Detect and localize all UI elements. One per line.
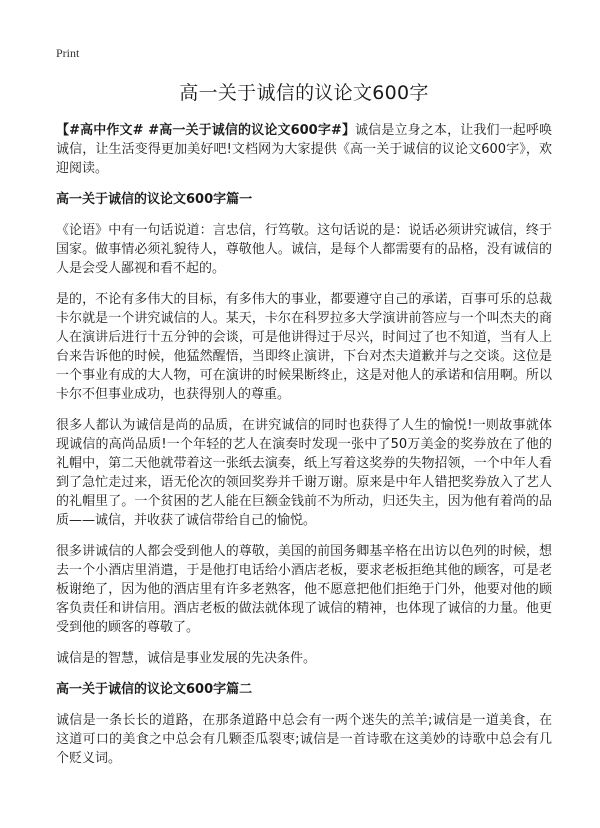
paragraph: 诚信是一条长长的道路，在那条道路中总会有一两个迷失的羔羊;诚信是一道美食，在这道可口的美食之中总会有几颗歪瓜裂枣;诚信是一首诗歌在这美妙的诗歌中总会有几个贬义词。 bbox=[56, 713, 552, 766]
document-body bbox=[56, 78, 552, 780]
paragraph: 是的，不论有多伟大的目标，有多伟大的事业，都要遵守自己的承诺，百事可乐的总裁卡尔就是一个讲究诚信的人。某天，卡尔在科罗拉多大学演讲前答应与一个叫杰夫的商人在演讲后进行十五分钟的会谈，可是他讲得过于尽兴，时间过了也不知道，当有人上台来告诉他的时候，他猛然醒悟，当即终止演讲，下台对杰夫道歉并与之交谈。这位是一个事业有成的大人物，可在演讲的时候果断终止，这是对他人的承诺和信用啊。所以卡尔不但事业成功，也获得别人的尊重。 bbox=[56, 292, 552, 402]
section-heading-1: 高一关于诚信的议论文600字篇一 bbox=[56, 192, 253, 207]
paragraph: 《论语》中有一句话说道：言忠信，行笃敬。这句话说的是：说话必须讲究诚信，终于国家。做事情必须礼貌待人，尊敬他人。诚信，是每个人都需要有的品格，没有诚信的人是会受人鄙视和看不起的。 bbox=[56, 223, 552, 276]
section-heading-2: 高一关于诚信的议论文600字篇二 bbox=[56, 682, 253, 697]
print-label[interactable]: Print bbox=[56, 46, 80, 60]
paragraph: 诚信是的智慧，诚信是事业发展的先决条件。 bbox=[56, 651, 317, 666]
intro-paragraph bbox=[56, 121, 552, 178]
paragraph: 很多讲诚信的人都会受到他人的尊敬，美国的前国务卿基辛格在出访以色列的时候，想去一个小酒店里消遣，于是他打电话给小酒店老板，要求老板拒绝其他的顾客，可是老板谢绝了，因为他的酒店里有许多老熟客，他不愿意把他们拒绝于门外，他要对他的顾客负责任和讲信用。酒店老板的做法就体现了诚信的精神，也体现了诚信的力量。他更受到他的顾客的尊敬了。 bbox=[56, 544, 552, 635]
intro-text: 诚信是立身之本，让我们一起呼唤诚信，让生活变得更加美好吧!文档网为大家提供《高一关于诚信的议论文600字》，欢迎阅读。 bbox=[56, 123, 552, 176]
intro-tag: 【#高中作文# #高一关于诚信的议论文600字#】 bbox=[56, 123, 356, 138]
document-title: 高一关于诚信的议论文600字 bbox=[179, 82, 429, 104]
paragraph: 很多人都认为诚信是尚的品质，在讲究诚信的同时也获得了人生的愉悦!一则故事就体现诚信的高尚品质!一个年轻的艺人在演奏时发现一张中了50万美金的奖券放在了他的礼帽中，第二天他就带着这一张纸去演奏，纸上写着这奖券的失物招领，一个中年人看到了急忙走过来，语无伦次的领回奖券并千谢万谢。原来是中年人错把奖券放入了艺人的礼帽里了。一个贫困的艺人能在巨额金钱前不为所动，归还失主，因为他有着尚的品质——诚信，并收获了诚信带给自己的愉悦。 bbox=[56, 418, 552, 528]
